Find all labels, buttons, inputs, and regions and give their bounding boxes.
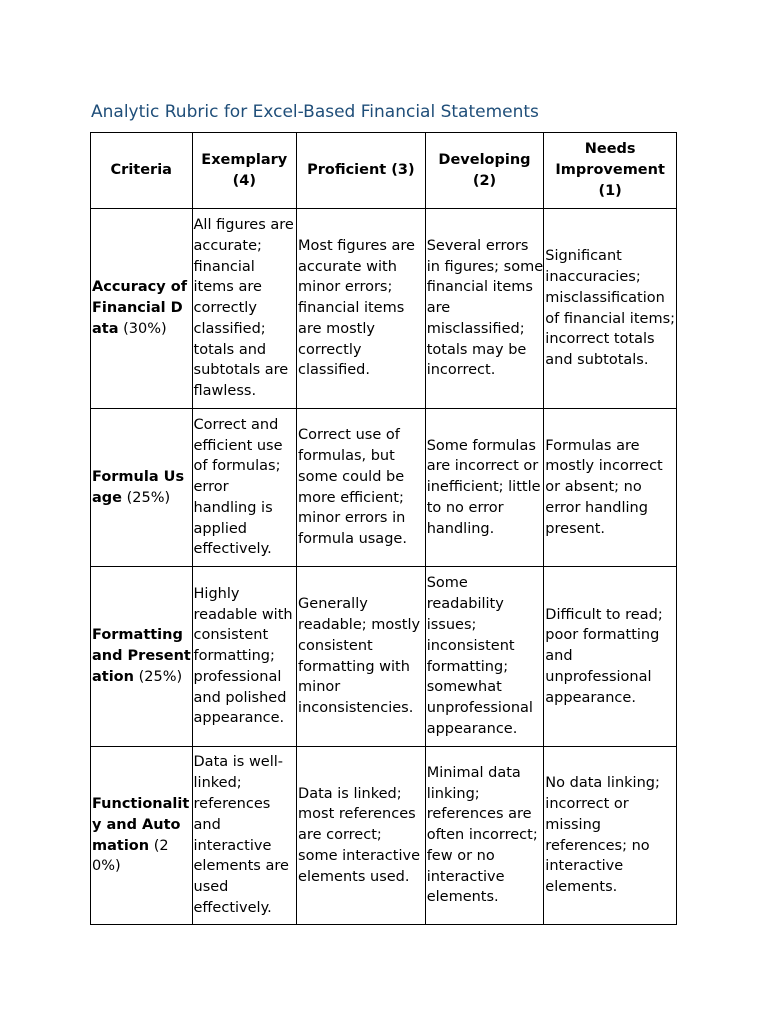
developing-cell: Some readability issues; inconsistent formatting; somewhat unprofessional appearance.	[425, 567, 544, 747]
document-title: Analytic Rubric for Excel-Based Financial Statements	[91, 102, 539, 122]
developing-cell: Some formulas are incorrect or inefficient; little to no error handling.	[425, 409, 544, 567]
criterion-weight: (25%)	[126, 489, 171, 506]
proficient-cell: Data is linked; most references are correct; some interactive elements used.	[297, 747, 426, 925]
criterion-name: Formula Usage	[92, 468, 185, 506]
criterion-name: Formatting and Presentation	[92, 627, 191, 685]
rubric-table	[90, 132, 677, 925]
header-needs-improvement: Needs Improvement (1)	[544, 133, 677, 209]
developing-cell: Minimal data linking; references are often incorrect; few or no interactive elements.	[425, 747, 544, 925]
header-developing: Developing (2)	[425, 133, 544, 209]
table-row	[91, 409, 677, 567]
header-proficient: Proficient (3)	[297, 133, 426, 209]
table-row	[91, 747, 677, 925]
criterion-cell	[91, 567, 193, 747]
header-criteria: Criteria	[91, 133, 193, 209]
exemplary-cell: Correct and efficient use of formulas; error handling is applied effectively.	[192, 409, 297, 567]
needs-improvement-cell: Significant inaccuracies; misclassification of financial items; incorrect totals and subtotals.	[544, 209, 677, 409]
criterion-name: Accuracy of Financial Data	[92, 279, 188, 337]
proficient-cell: Correct use of formulas, but some could be more efficient; minor errors in formula usage.	[297, 409, 426, 567]
criterion-weight: (25%)	[138, 668, 183, 685]
criterion-weight: (20%)	[92, 837, 169, 875]
exemplary-cell: Data is well-linked; references and interactive elements are used effectively.	[192, 747, 297, 925]
criterion-weight: (30%)	[123, 320, 167, 337]
header-exemplary: Exemplary (4)	[192, 133, 297, 209]
criterion-cell	[91, 409, 193, 567]
criterion-cell	[91, 747, 193, 925]
needs-improvement-cell: Formulas are mostly incorrect or absent; no error handling present.	[544, 409, 677, 567]
proficient-cell: Generally readable; mostly consistent formatting with minor inconsistencies.	[297, 567, 426, 747]
needs-improvement-cell: Difficult to read; poor formatting and unprofessional appearance.	[544, 567, 677, 747]
exemplary-cell: All figures are accurate; financial items are correctly classified; totals and subtotals are flawless.	[192, 209, 297, 409]
developing-cell: Several errors in figures; some financial items are misclassified; totals may be incorrect.	[425, 209, 544, 409]
table-header-row	[91, 133, 677, 209]
exemplary-cell: Highly readable with consistent formatting; professional and polished appearance.	[192, 567, 297, 747]
proficient-cell: Most figures are accurate with minor errors; financial items are mostly correctly classified.	[297, 209, 426, 409]
table-row	[91, 567, 677, 747]
needs-improvement-cell: No data linking; incorrect or missing references; no interactive elements.	[544, 747, 677, 925]
criterion-name: Functionality and Automation	[92, 795, 190, 854]
criterion-cell	[91, 209, 193, 409]
table-row	[91, 209, 677, 409]
